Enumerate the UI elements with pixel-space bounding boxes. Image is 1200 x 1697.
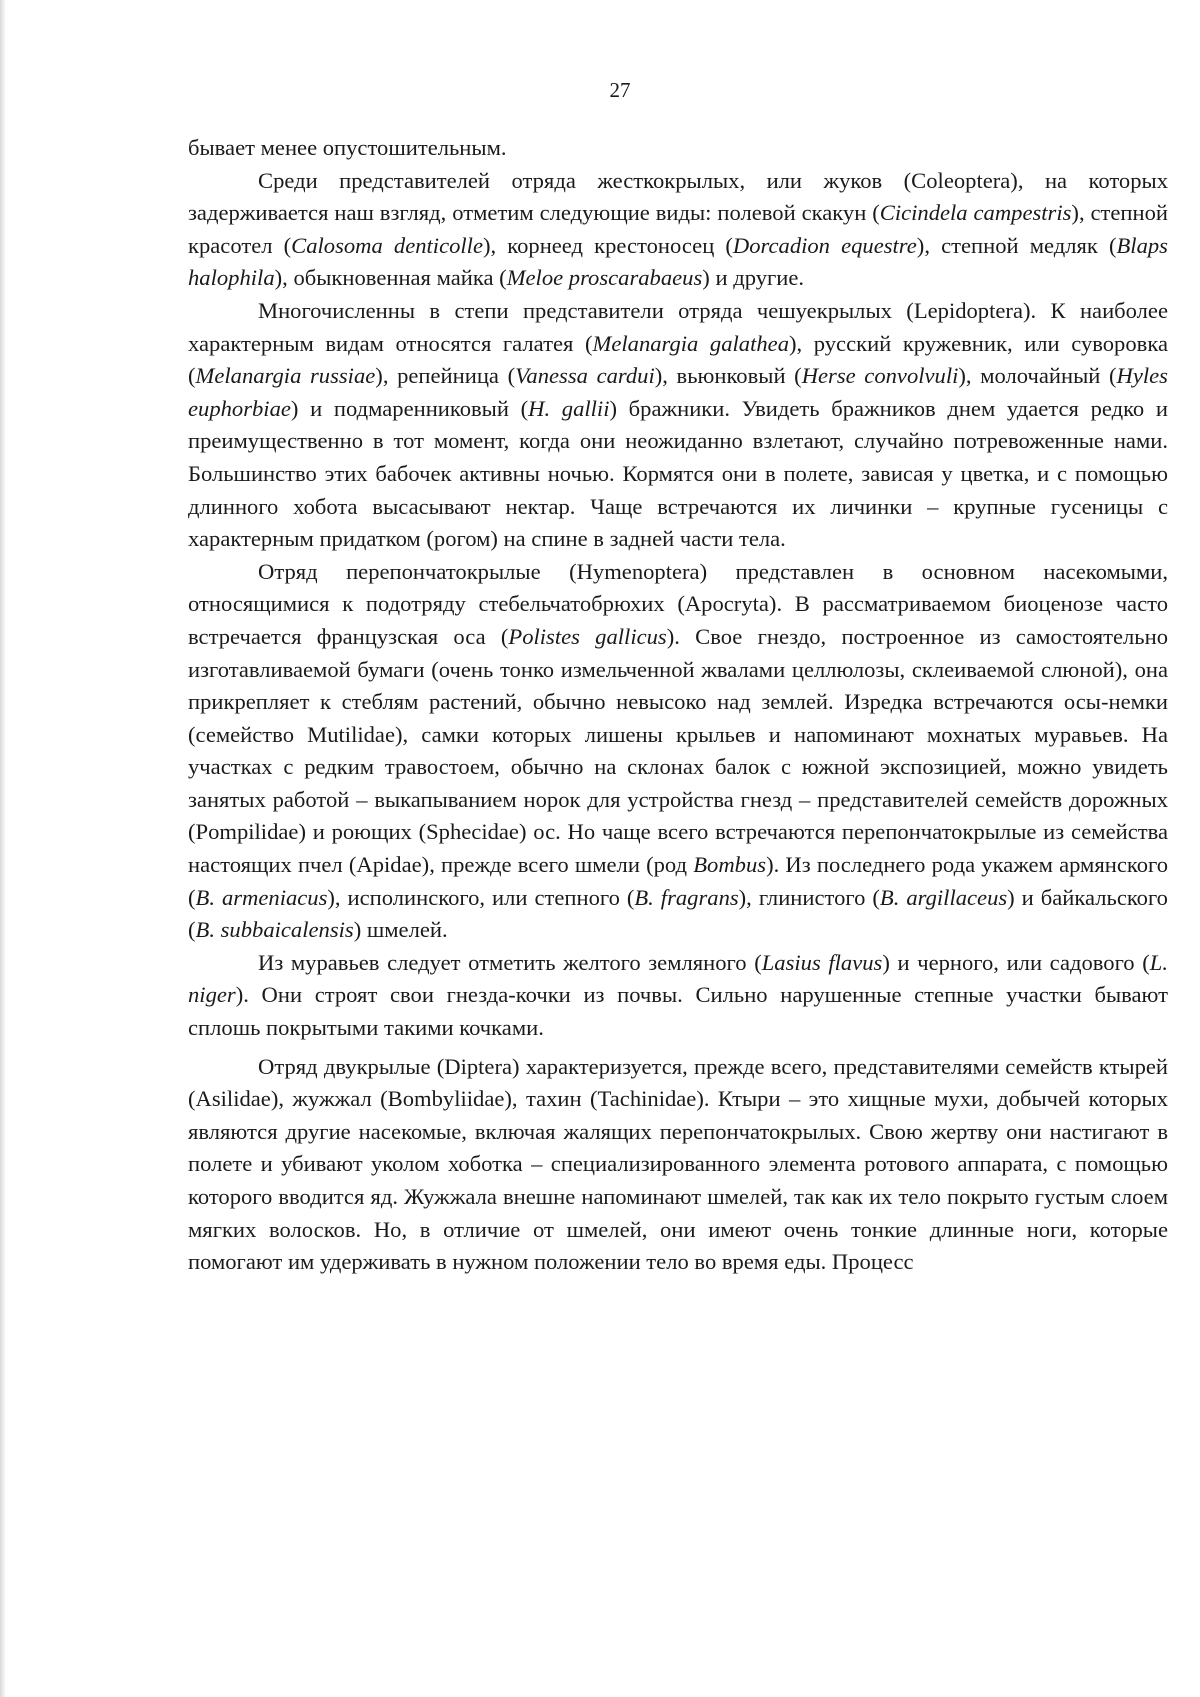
species-name: Dorcadion equestre (732, 232, 917, 258)
species-name: B. fragrans (634, 884, 739, 910)
text-run: Отряд перепончатокрылые (Hymenoptera) представлен в основном насекомыми, относящимися к подотряду стебельчатобрюхих (Apocryta). В рассматриваемом биоценозе часто встречается французская оса ( (188, 558, 1168, 649)
text-run: Отряд двукрылые (Diptera) характеризуется, прежде всего, представителями семейств ктырей (Asilidae), жужжал (Bombyliidae), тахин (Tachinidae). Ктыри – это хищные мухи, добычей которых являются другие насекомые, включая жалящих перепончатокрылых. Свою жертву они настигают в полете и убивают уколом хоботка – специализированного элемента ротового аппарата, с помощью которого вводится яд. Жужжала внешне напоминают шмелей, так как их тело покрыто густым слоем мягких волосков. Но, в отличие от шмелей, они имеют очень тонкие длинные ноги, которые помогают им удерживать в нужном положении тело во время еды. Процесс (188, 1053, 1168, 1275)
species-name: Vanessa cardui (515, 363, 655, 389)
text-run: ). Они строят свои гнезда-кочки из почвы. Сильно нарушенные степные участки бывают сплошь покрытыми такими кочками. (188, 982, 1168, 1041)
text-run: ), русский кружевник, или суворовка ( (188, 330, 1168, 389)
species-name: Cicindela campestris (879, 200, 1072, 226)
species-name: B. argillaceus (879, 884, 1008, 910)
text-run: бывает менее опустошительным. (188, 135, 507, 160)
text-run: ) бражники. Увидеть бражников днем удается редко и преимущественно в тот момент, когда они неожиданно взлетают, случайно потревоженные нами. Большинство этих бабочек активны ночью. Кормятся они в полете, зависая у цветка, и с помощью длинного хобота высасывают нектар. Чаще встречаются их личинки – крупные гусеницы с характерным придатком (рогом) на спине в задней части тела. (188, 395, 1168, 552)
text-run: ), корнеед крестоносец ( (482, 232, 733, 258)
text-run: ) и черного, или садового ( (882, 949, 1150, 975)
paragraph (188, 132, 1168, 165)
species-name: B. subbaicalensis (195, 917, 354, 943)
text-run: ) и другие. (702, 265, 805, 291)
text-run: ) и подмаренниковый ( (290, 395, 529, 421)
page-number: 27 (609, 78, 631, 102)
text-run: ), обыкновенная майка ( (274, 265, 507, 291)
text-run: Из муравьев следует отметить желтого земляного ( (258, 949, 762, 975)
paragraph (188, 295, 1168, 556)
text-run: ). Из последнего рода укажем армянского ( (188, 852, 1168, 910)
paragraph (188, 165, 1168, 295)
species-name: Calosoma denticolle (291, 232, 483, 258)
species-name: Meloe proscarabaeus (506, 265, 703, 291)
species-name: Bombus (693, 852, 767, 878)
text-run: ), репейница ( (375, 363, 516, 389)
text-run: ), молочайный ( (958, 363, 1117, 389)
paragraph (188, 556, 1168, 947)
paragraph (188, 1051, 1168, 1279)
species-name: B. armeniacus (195, 884, 328, 910)
species-name: Blaps halophila (188, 232, 1168, 291)
species-name: Melanargia galathea (592, 330, 789, 356)
species-name: Polistes gallicus (508, 623, 667, 649)
text-run: ), глинистого ( (738, 884, 880, 910)
text-run: Многочисленны в степи представители отряда чешуекрылых (Lepidoptera). К наиболее характерным видам относятся галатея ( (188, 297, 1168, 356)
species-name: Lasius flavus (761, 949, 883, 975)
text-run: ) и байкальского ( (188, 884, 1168, 943)
text-run: ). Свое гнездо, построенное из самостоятельно изготавливаемой бумаги (очень тонко измельченной жвалами целлюлозы, склеиваемой слюной), она прикрепляет к стеблям растений, обычно невысоко над землей. Изредка встречаются осы-немки (семейство Mutilidae), самки которых лишены крыльев и напоминают мохнатых муравьев. На участках с редким травостоем, обычно на склонах балок с южной экспозицией, можно увидеть занятых работой – выкапыванием норок для устройства гнезд – представителей семейств дорожных (Pompilidae) и роющих (Sphecidae) ос. Но чаще всего встречаются перепончатокрылые из семейства настоящих пчел (Apidae), прежде всего шмели (род (188, 623, 1168, 878)
text-run: Среди представителей отряда жесткокрылых, или жуков (Coleoptera), на которых задерживается наш взгляд, отметим следующие виды: полевой скакун ( (188, 167, 1168, 226)
species-name: Herse convolvuli (801, 363, 959, 389)
species-name: Melanargia russiae (195, 363, 376, 389)
text-run: ) шмелей. (353, 917, 448, 943)
species-name: Hyles euphorbiae (188, 363, 1168, 421)
text-run: ), вьюнковый ( (654, 363, 802, 389)
species-name: L. niger (188, 949, 1168, 1008)
paragraph (188, 947, 1168, 1045)
body-text (188, 132, 1168, 1279)
text-run: ), исполинского, или степного ( (327, 884, 635, 910)
scan-edge-shadow (0, 0, 6, 1697)
text-run: ), степной медляк ( (916, 232, 1117, 258)
text-run: ), степной красотел ( (188, 200, 1169, 258)
species-name: H. gallii (528, 395, 610, 421)
